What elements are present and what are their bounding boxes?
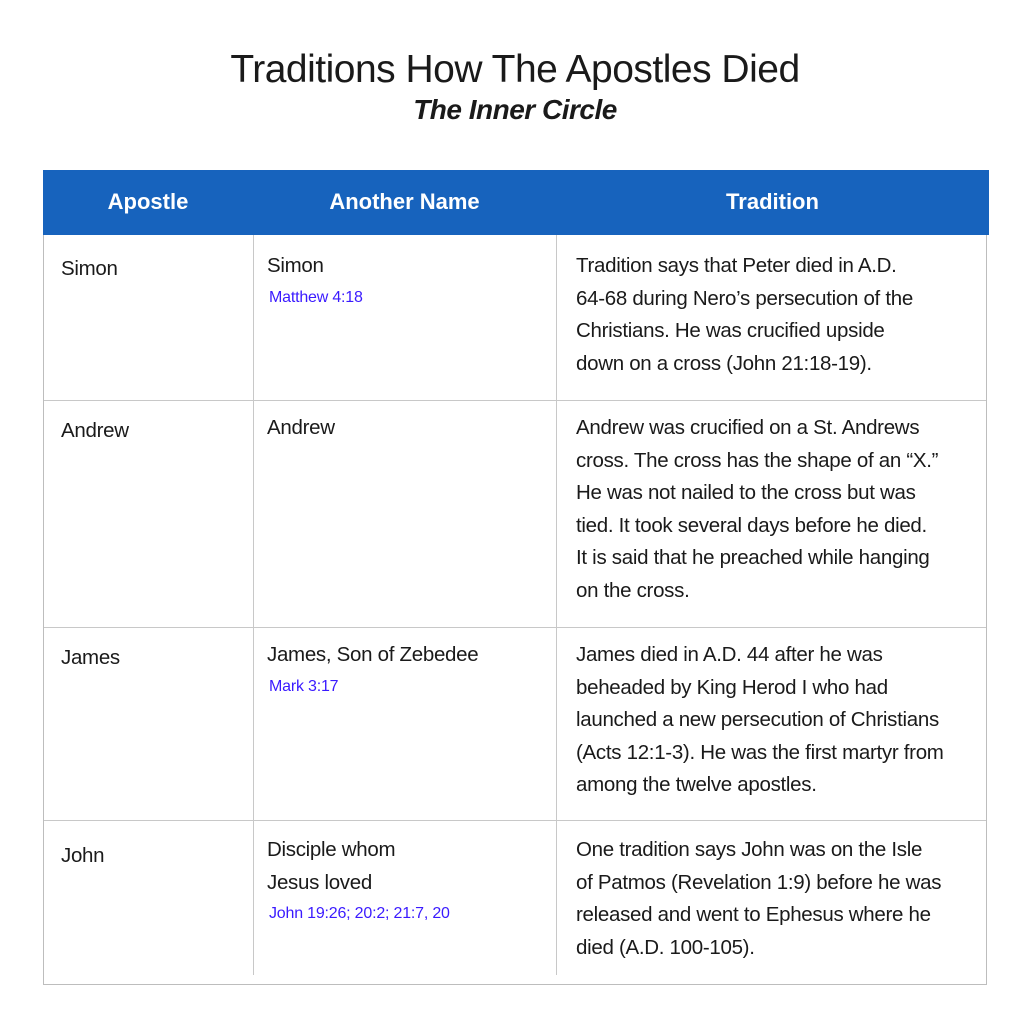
tradition-line: tied. It took several days before he died. [576, 513, 927, 537]
another-name-cell [267, 250, 363, 309]
scripture-reference-link[interactable]: Matthew 4:18 [269, 288, 363, 306]
tradition-line: launched a new persecution of Christians [576, 708, 939, 731]
tradition-line: James died in A.D. 44 after he was [576, 643, 883, 666]
another-name-cell [267, 639, 478, 698]
tradition-line: (Acts 12:1-3). He was the first martyr from [576, 740, 944, 764]
apostle-name: Andrew [61, 419, 129, 442]
tradition-line: Andrew was crucified on a St. Andrews [576, 416, 920, 439]
tradition-line: died (A.D. 100-105). [576, 935, 755, 959]
tradition-line: He was not nailed to the cross but was [576, 481, 916, 504]
apostle-name: James [61, 646, 120, 669]
another-name-line: Andrew [267, 416, 335, 439]
apostle-name: John [61, 844, 105, 867]
another-name-cell [267, 412, 335, 445]
tradition-line: 64-68 during Nero’s persecution of the [576, 286, 913, 310]
tradition-text [576, 834, 941, 964]
tradition-line: among the twelve apostles. [576, 773, 817, 796]
another-name-line: Jesus loved [267, 870, 372, 894]
tradition-text [576, 250, 913, 380]
table-row [44, 235, 986, 401]
table-header [43, 170, 989, 235]
apostle-name: Simon [61, 257, 118, 280]
table-row [44, 627, 986, 821]
header-apostle: Apostle [107, 189, 189, 214]
tradition-line: down on a cross (John 21:18-19). [576, 351, 872, 375]
tradition-line: Tradition says that Peter died in A.D. [576, 254, 897, 277]
tradition-text [576, 412, 938, 607]
tradition-line: of Patmos (Revelation 1:9) before he was [576, 870, 942, 894]
tradition-line: It is said that he preached while hanging [576, 546, 930, 569]
page-subtitle: The Inner Circle [413, 94, 617, 125]
tradition-line: released and went to Ephesus where he [576, 903, 931, 926]
tradition-line: on the cross. [576, 578, 690, 602]
tradition-text [576, 639, 944, 802]
tradition-line: beheaded by King Herod I who had [576, 675, 888, 699]
another-name-cell [267, 834, 450, 925]
tradition-line: One tradition says John was on the Isle [576, 838, 923, 861]
tradition-line: Christians. He was crucified upside [576, 319, 885, 342]
another-name-line: James, Son of Zebedee [267, 643, 479, 666]
scripture-reference-link[interactable]: John 19:26; 20:2; 21:7, 20 [269, 905, 450, 922]
page-title: Traditions How The Apostles Died [230, 48, 800, 91]
scripture-reference-link[interactable]: Mark 3:17 [269, 677, 339, 695]
tradition-line: cross. The cross has the shape of an “X.” [576, 448, 939, 472]
another-name-line: Simon [267, 254, 324, 277]
table-row [44, 820, 986, 985]
table-row [44, 400, 986, 628]
apostles-table [43, 170, 987, 985]
header-another-name: Another Name [329, 189, 480, 214]
header-tradition: Tradition [726, 189, 819, 214]
another-name-line: Disciple whom [267, 838, 396, 861]
